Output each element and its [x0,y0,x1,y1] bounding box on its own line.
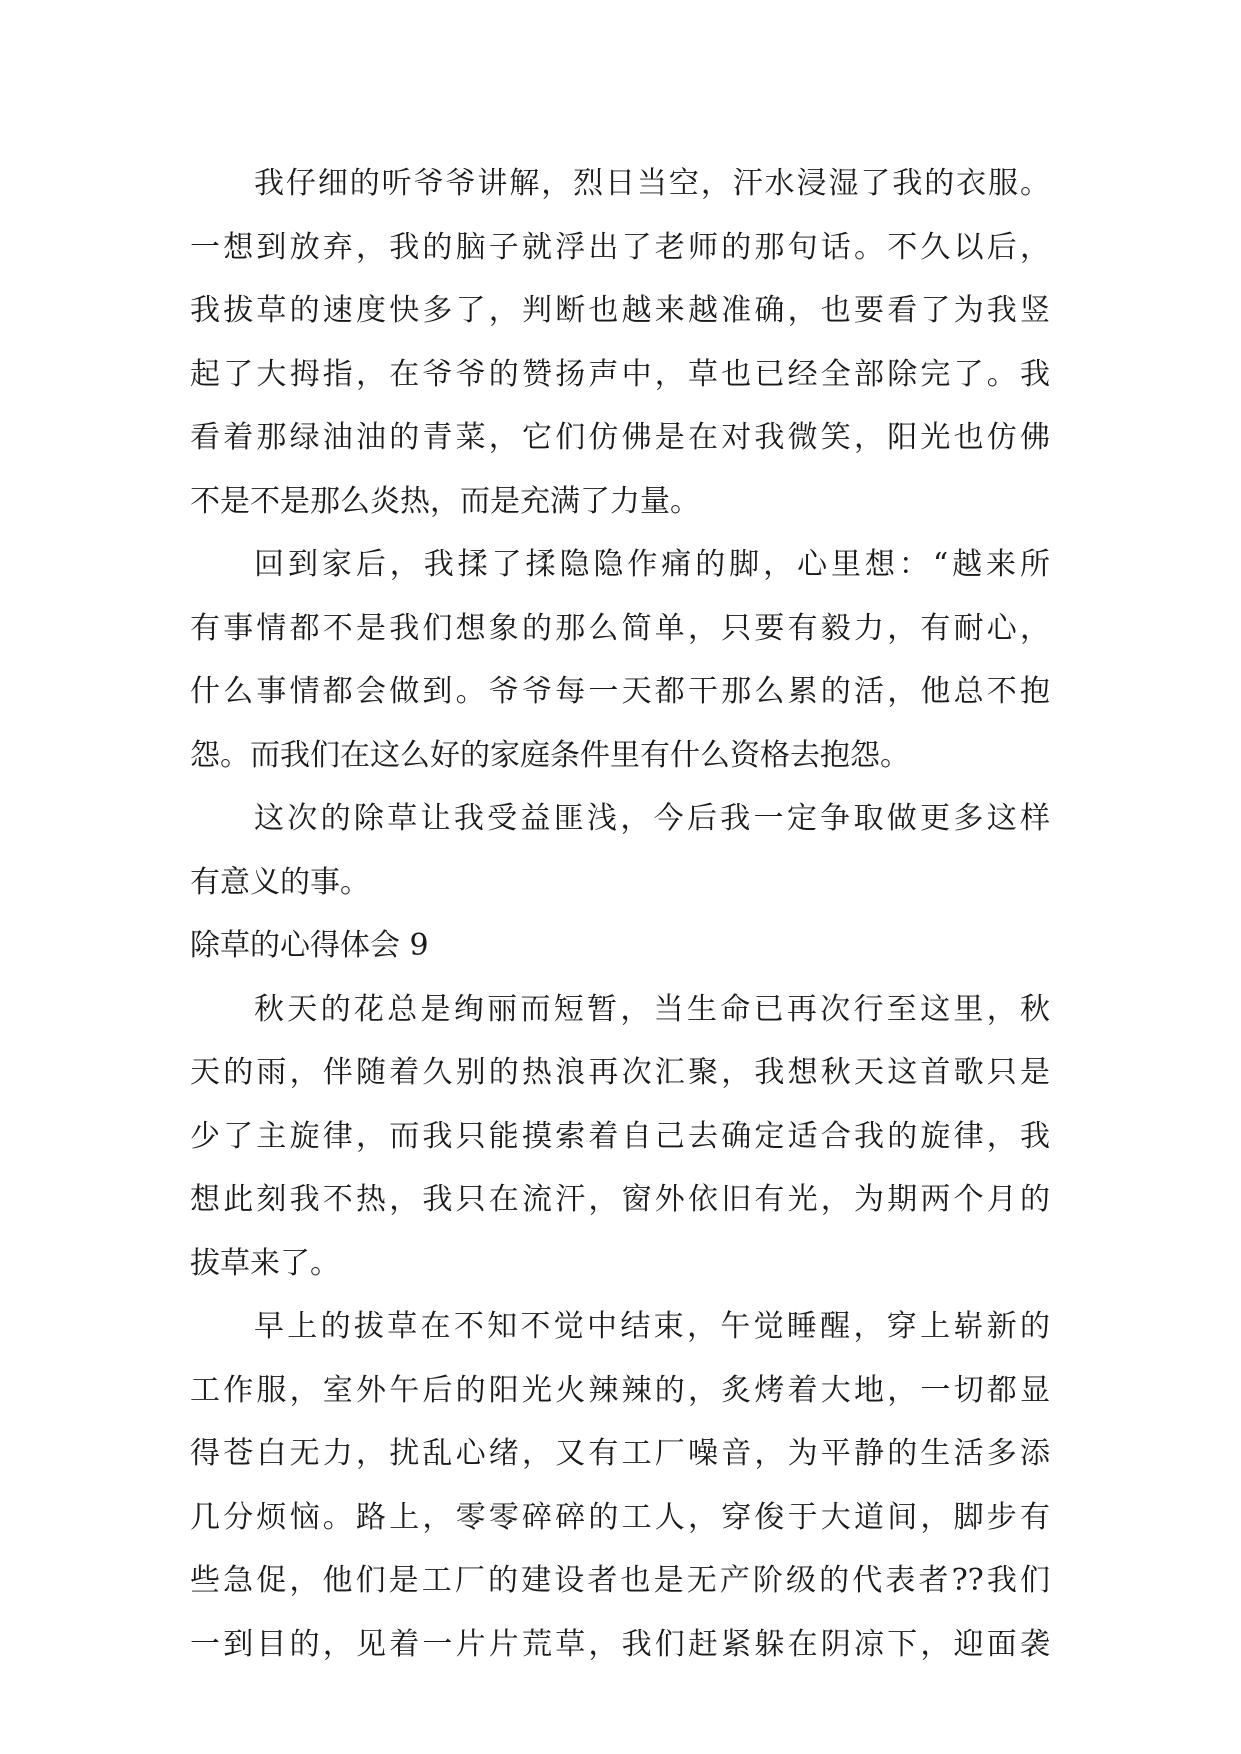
text-line: 怨。而我们在这么好的家庭条件里有什么资格去抱怨。 [190,737,910,773]
text-line: 我拔草的速度快多了，判断也越来越准确，也要看了为我竖 [190,293,1050,328]
text-line: 工作服，室外午后的阳光火辣辣的，炙烤着大地，一切都显 [190,1372,1050,1408]
text-line: 看着那绿油油的青菜，它们仿佛是在对我微笑，阳光也仿佛 [190,420,1050,455]
text-line: 拔草来了。 [190,1245,340,1281]
text-line: 天的雨，伴随着久别的热浪再次汇聚，我想秋天这首歌只是 [190,1055,1050,1090]
text-line: 什么事情都会做到。爷爷每一天都干那么累的活，他总不抱 [190,674,1050,709]
text-line: 有意义的事。 [190,864,370,900]
text-line: 想此刻我不热，我只在流汗，窗外依旧有光，为期两个月的 [190,1182,1050,1217]
text-line: 些急促，他们是工厂的建设者也是无产阶级的代表者??我们 [190,1563,1050,1598]
text-line: 早上的拔草在不知不觉中结束，午觉睡醒，穿上崭新的 [254,1309,1050,1344]
text-line: 一到目的，见着一片片荒草，我们赶紧躲在阴凉下，迎面袭 [190,1626,1050,1662]
document-body [190,152,1050,1676]
section-heading: 除草的心得体会 9 [190,928,429,963]
text-line: 这次的除草让我受益匪浅，今后我一定争取做更多这样 [254,801,1050,836]
text-line: 一想到放弃，我的脑子就浮出了老师的那句话。不久以后， [190,229,1050,265]
text-line: 不是不是那么炎热，而是充满了力量。 [190,483,700,519]
text-line: 几分烦恼。路上，零零碎碎的工人，穿俊于大道间，脚步有 [190,1499,1050,1535]
text-line: 得苍白无力，扰乱心绪，又有工厂噪音，为平静的生活多添 [190,1436,1050,1471]
text-line: 少了主旋律，而我只能摸索着自己去确定适合我的旋律，我 [190,1118,1050,1154]
text-line: 起了大拇指，在爷爷的赞扬声中，草也已经全部除完了。我 [190,356,1050,392]
text-line: 回到家后，我揉了揉隐隐作痛的脚，心里想：“越来所 [254,547,1050,582]
text-line: 我仔细的听爷爷讲解，烈日当空，汗水浸湿了我的衣服。 [254,166,1050,201]
text-line: 秋天的花总是绚丽而短暂，当生命已再次行至这里，秋 [254,991,1050,1027]
text-line: 有事情都不是我们想象的那么简单，只要有毅力，有耐心， [190,610,1050,646]
